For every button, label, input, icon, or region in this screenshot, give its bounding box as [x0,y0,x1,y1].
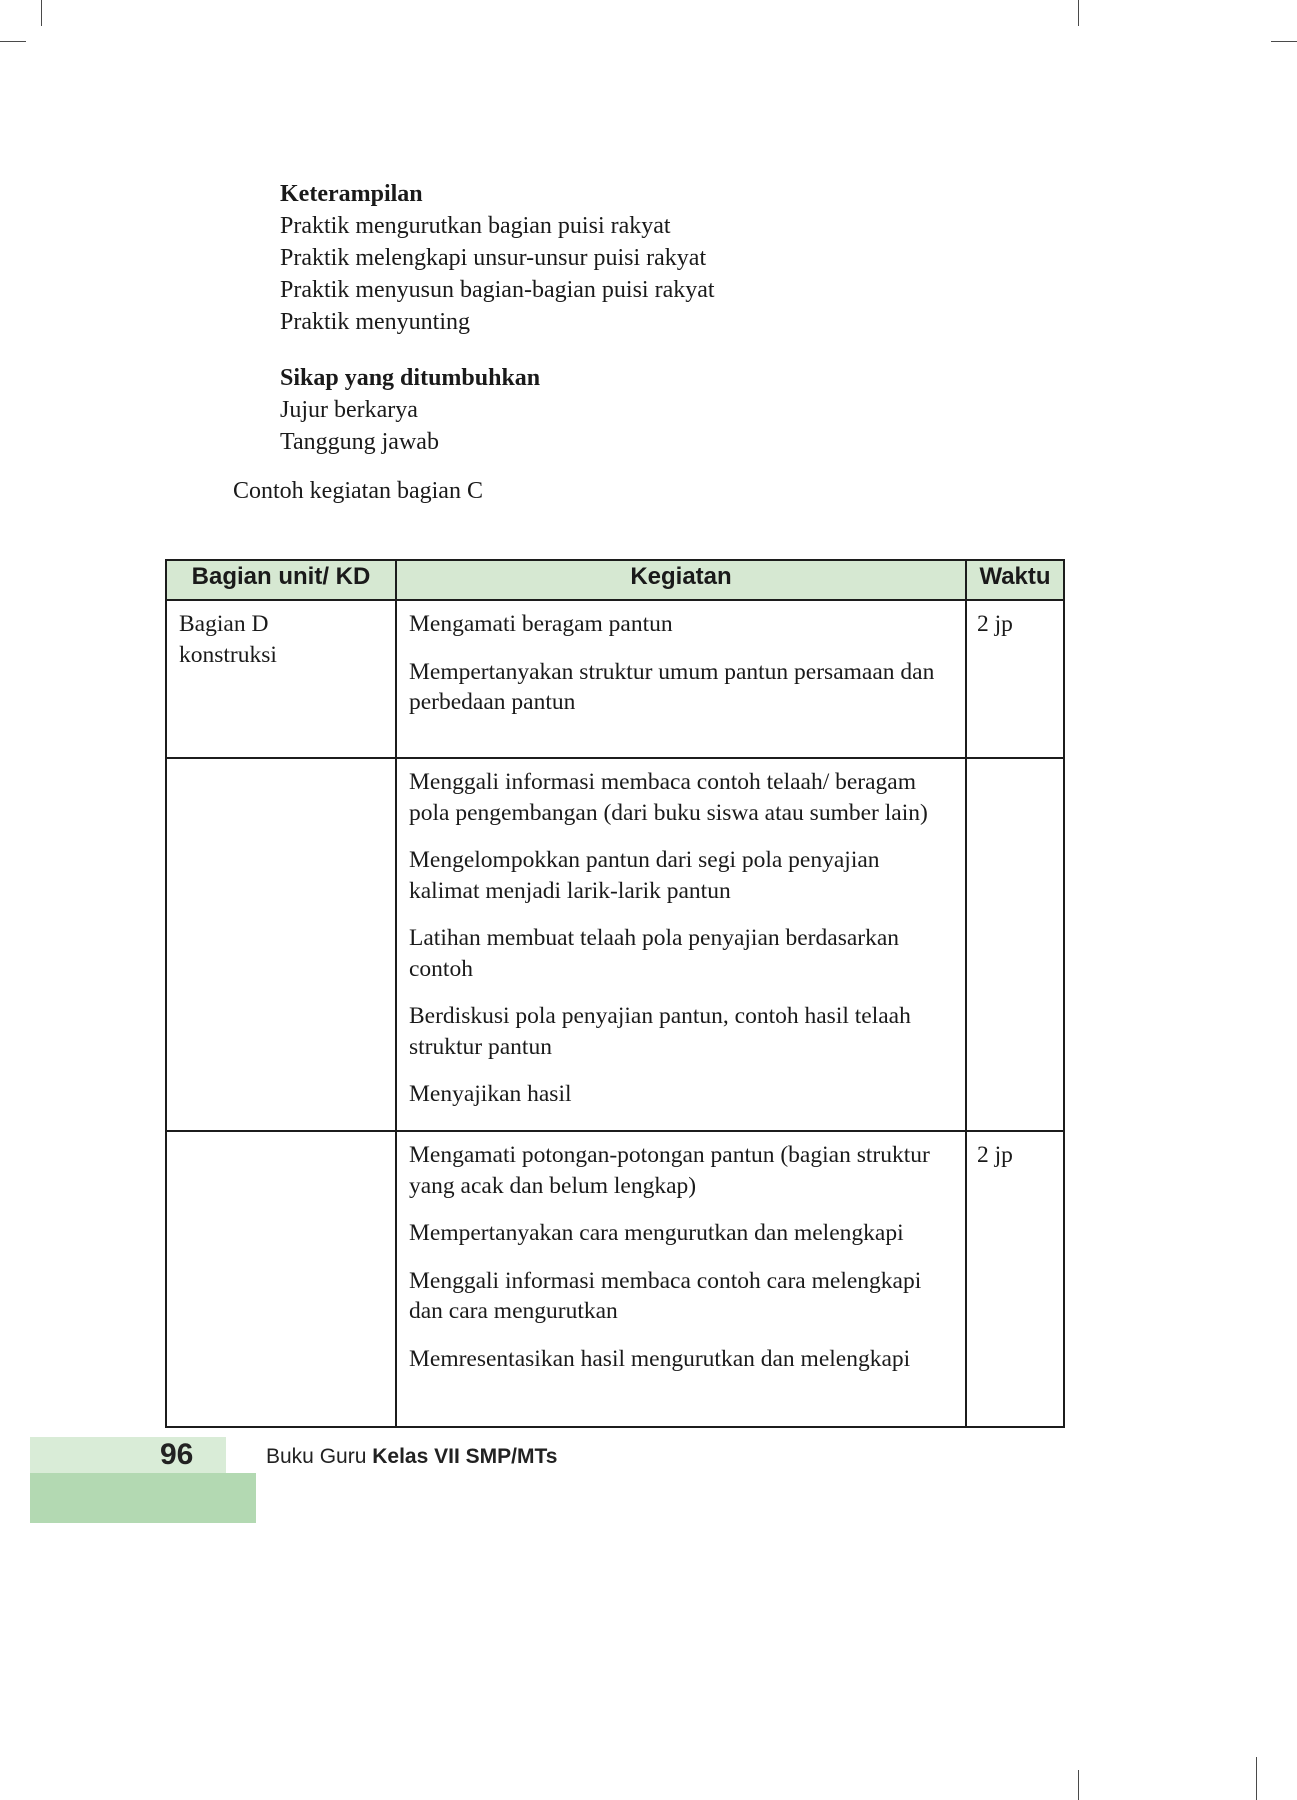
crop-mark-bottom-right-vertical-inner [1078,1770,1079,1800]
crop-mark-top-right-vertical [1078,0,1079,26]
crop-mark-top-right-horizontal [1271,41,1297,42]
table-caption: Contoh kegiatan bagian C [233,478,483,504]
cell-bagian [166,1131,396,1427]
sikap-heading: Sikap yang ditumbuhkan [280,365,541,391]
kegiatan-paragraph: Mengelompokkan pantun dari segi pola penyajian kalimat menjadi larik-larik pantun [409,847,880,904]
kegiatan-paragraph: Mempertanyakan struktur umum pantun persamaan dan perbedaan pantun [409,658,935,716]
cell-kegiatan [396,600,966,758]
cell-waktu: 2 jp [966,600,1064,758]
sikap-item: Jujur berkarya [280,397,418,423]
top-text-block [280,178,715,458]
kegiatan-table-wrapper [165,559,1065,1428]
footer-text [266,1445,557,1469]
cell-kegiatan [396,758,966,1131]
crop-mark-top-left-vertical [41,0,42,26]
keterampilan-heading: Keterampilan [280,181,423,207]
crop-mark-top-left-horizontal [0,41,26,42]
cell-bagian [166,600,396,758]
kegiatan-paragraph: Menyajikan hasil [409,1081,572,1108]
bagian-line: Bagian D [179,611,269,637]
crop-mark-bottom-right-vertical-outer [1256,1757,1257,1800]
kegiatan-paragraph: Menggali informasi membaca contoh telaah/ beragam pola pengembangan (dari buku siswa atau sumber lain) [409,769,928,826]
table-row [166,1131,1064,1427]
spacer [280,338,715,362]
keterampilan-item: Praktik menyunting [280,309,470,335]
cell-bagian [166,758,396,1131]
kegiatan-paragraph: Berdiskusi pola penyajian pantun, contoh hasil telaah struktur pantun [409,1003,911,1060]
bagian-line: konstruksi [179,641,277,668]
keterampilan-item: Praktik melengkapi unsur-unsur puisi rakyat [280,245,707,271]
cell-waktu: 2 jp [966,1131,1064,1427]
page-number: 96 [160,1438,194,1471]
footer-label-regular: Buku Guru [266,1445,373,1468]
kegiatan-paragraph: Mengamati potongan-potongan pantun (bagian struktur yang acak dan belum lengkap) [409,1142,930,1199]
kegiatan-table [165,559,1065,1428]
sikap-item: Tanggung jawab [280,429,439,455]
header-kegiatan: Kegiatan [396,560,966,600]
footer-green-block [30,1473,256,1523]
header-waktu: Waktu [966,560,1064,600]
keterampilan-item: Praktik menyusun bagian-bagian puisi rakyat [280,277,715,303]
kegiatan-paragraph: Menggali informasi membaca contoh cara melengkapi dan cara mengurutkan [409,1267,922,1325]
footer-pale-green-band [30,1437,226,1473]
header-bagian-unit-kd: Bagian unit/ KD [166,560,396,600]
table-header-row [166,560,1064,600]
cell-waktu [966,758,1064,1131]
footer-label-bold: Kelas VII SMP/MTs [372,1445,558,1468]
kegiatan-paragraph: Mengamati beragam pantun [409,611,673,637]
kegiatan-paragraph: Mempertanyakan cara mengurutkan dan melengkapi [409,1220,904,1247]
cell-kegiatan [396,1131,966,1427]
keterampilan-item: Praktik mengurutkan bagian puisi rakyat [280,213,671,239]
table-row [166,600,1064,758]
kegiatan-paragraph: Latihan membuat telaah pola penyajian berdasarkan contoh [409,925,900,982]
kegiatan-paragraph: Memresentasikan hasil mengurutkan dan melengkapi [409,1345,911,1372]
table-row [166,758,1064,1131]
